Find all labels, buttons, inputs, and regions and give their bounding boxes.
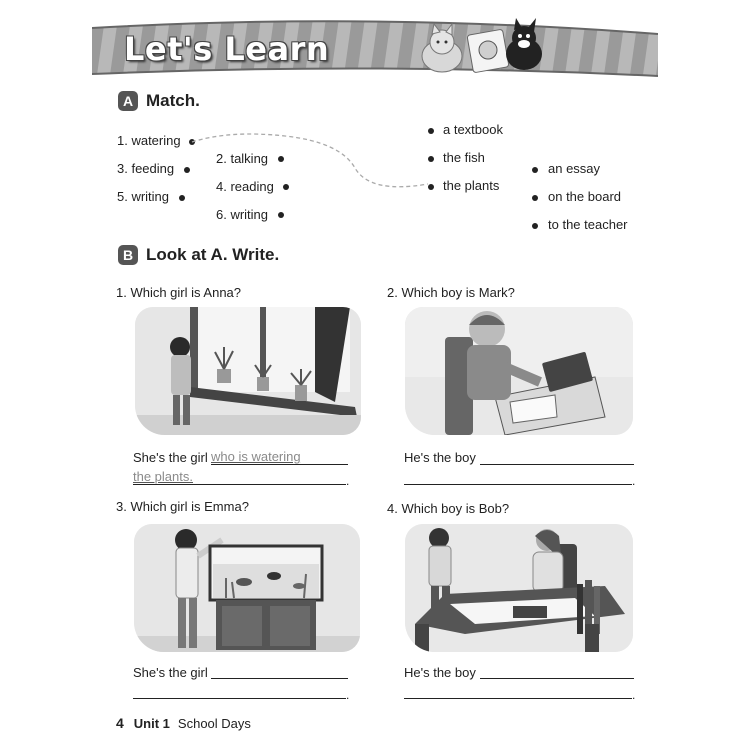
answer-2-period: . [632, 474, 636, 488]
unit-label: Unit 1 [133, 716, 170, 731]
answer-4-prefix: He's the boy [404, 665, 476, 680]
match-dot [532, 167, 538, 173]
match-col3-item-1: a textbook [443, 122, 503, 137]
match-col1-item-3: 5. writing [117, 189, 170, 204]
match-dot [532, 223, 538, 229]
answer-4-line-1[interactable] [480, 678, 634, 679]
answer-3-line-1[interactable] [211, 678, 348, 679]
match-col4-item-2: on the board [548, 189, 622, 204]
match-dot [179, 195, 185, 201]
answer-1-prefix: She's the girl [133, 450, 208, 465]
answer-4-period: . [632, 688, 636, 702]
answer-1-handwriting-line2: the plants. [133, 469, 193, 484]
answer-3-prefix: She's the girl [133, 665, 208, 680]
match-col2-item-1: 2. talking [216, 151, 269, 166]
question-4: 4. Which boy is Bob? [387, 501, 510, 516]
unit-title: School Days [177, 716, 251, 731]
answer-1-line-1[interactable] [211, 464, 348, 465]
page-title: Let's Learn [124, 30, 330, 68]
answer-2-line-2[interactable] [404, 484, 632, 485]
match-col1-item-2: 3. feeding [117, 161, 175, 176]
section-a-heading [118, 91, 200, 111]
match-col1-item-1: 1. watering [117, 133, 181, 148]
match-dot [532, 195, 538, 201]
page-number: 4 [116, 715, 124, 731]
match-col4-item-1: an essay [548, 161, 601, 176]
page-footer [116, 715, 251, 731]
section-b-title: Look at A. Write. [146, 245, 280, 264]
answer-1-line-2[interactable] [133, 484, 346, 485]
section-b-heading [118, 245, 279, 265]
example-match-line [190, 128, 435, 190]
answer-2-line-1[interactable] [480, 464, 634, 465]
match-col3-item-2: the fish [443, 150, 485, 165]
answer-2-prefix: He's the boy [404, 450, 476, 465]
answer-1-handwriting-line1: who is watering [211, 449, 301, 464]
answer-1-period: . [346, 474, 350, 488]
picture-boy-talking-to-teacher [405, 524, 633, 652]
question-2: 2. Which boy is Mark? [387, 285, 515, 300]
answer-4-line-2[interactable] [404, 698, 632, 699]
answer-3-line-2[interactable] [133, 698, 346, 699]
picture-girl-feeding-fish [134, 524, 360, 652]
section-a-title: Match. [146, 91, 200, 110]
question-1: 1. Which girl is Anna? [116, 285, 242, 300]
picture-boy-writing-essay [405, 307, 633, 435]
match-col2-item-3: 6. writing [216, 207, 269, 222]
match-col2-item-2: 4. reading [216, 179, 274, 194]
question-3: 3. Which girl is Emma? [116, 499, 249, 514]
picture-girl-watering-plants [135, 307, 361, 435]
section-b-badge: B [118, 245, 138, 265]
match-col3-item-3: the plants [443, 178, 500, 193]
match-col4-item-3: to the teacher [548, 217, 628, 232]
section-a-badge: A [118, 91, 138, 111]
match-dot [278, 212, 284, 218]
answer-3-period: . [346, 688, 350, 702]
cats-mascot-illustration [412, 14, 552, 78]
